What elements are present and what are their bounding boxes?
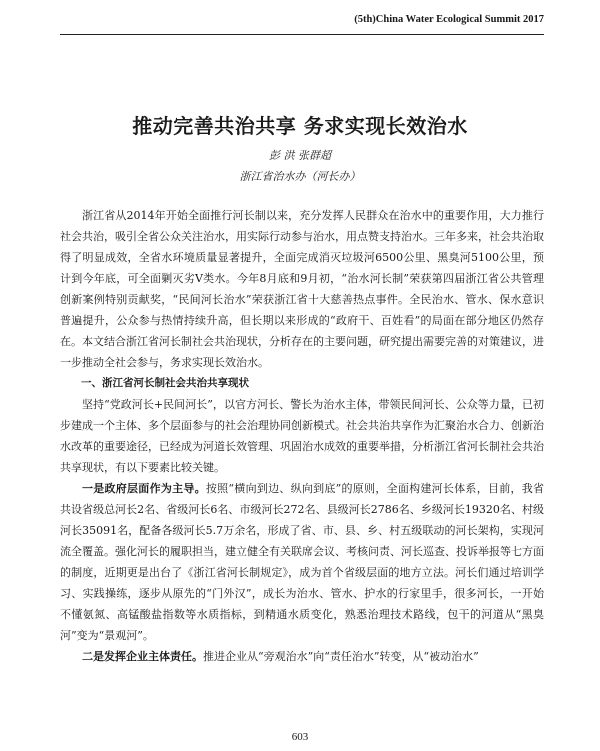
authors: 彭 洪 张群超 [269,149,331,162]
section-intro-paragraph: 坚持“党政河长+民间河长”，以官方河长、警长为治水主体，带领民间河长、公众等力量，已初步建成一个主体、多个层面参与的社会治理协同创新模式。社会共治共享作为汇聚治水合力、创新治水改革的重要途径，已经成为河道长效管理、巩固治水成效的重要举措，分析浙江省河长制社会共治共享现状，有以下要素比较关键。 [60,398,544,474]
page-number: 603 [291,731,309,743]
paragraph-body: 推进企业从“旁观治水”向“责任治水”转变，从“被动治水” [203,650,479,663]
paragraph-body: 按照“横向到边、纵向到底”的原则，全面构建河长体系，目前，我省共设省级总河长2名、省级河长6名、市级河长272名、县级河长2786名、乡级河长19320名、村级河长35091名，配备各级河长5.7万余名，形成了省、市、县、乡、村五级联动的河长架构，实现河流全覆盖。强化河长的履职担当，建立健全有关联席会议、考核问责、河长巡查、投诉举报等七方面的制度，近期更是出台了《浙江省河长制规定》，成为首个省级层面的地方立法。河长们通过培训学习、实践操练，逐步从原先的“门外汉”，成长为治水、管水、护水的行家里手，很多河长，一开始不懂氨氮、高锰酸盐指数等水质指标，到精通水质变化，熟悉治理技术路线，包干的河道从“黑臭河”变为“景观河”。 [60,482,545,642]
paragraph-lead: 二是发挥企业主体责任。 [82,650,203,663]
paper-title: 推动完善共治共享 务求实现长效治水 [132,114,468,138]
paragraph-government [60,478,544,646]
running-header: (5th)China Water Ecological Summit 2017 [354,14,544,25]
abstract-paragraph: 浙江省从2014年开始全面推行河长制以来，充分发挥人民群众在治水中的重要作用，大力推行社会共治，吸引全省公众关注治水，用实际行动参与治水，用点赞支持治水。三年多来，社会共治取得了明显成效，全省水环境质量显著提升，全面完成消灭垃圾河6500公里、黑臭河5100公里，预计到今年底，可全面剿灭劣V类水。今年8月底和9月初，“治水河长制”荣获第四届浙江省公共管理创新案例特别贡献奖，“民间河长治水”荣获浙江省十大慈善热点事件。全民治水、管水、保水意识普遍提升，公众参与热情持续升高，但长期以来形成的“政府干、百姓看”的局面在部分地区仍然存在。本文结合浙江省河长制社会共治现状，分析存在的主要问题，研究提出需要完善的对策建议，进一步推动全社会参与，务求实现长效治水。 [60,209,544,369]
body-text [60,205,544,667]
paragraph-lead: 一是政府层面作为主导。 [82,482,206,495]
header-rule [60,34,544,35]
section-heading: 一、浙江省河长制社会共治共享现状 [81,377,249,389]
affiliation: 浙江省治水办（河长办） [239,170,361,183]
paragraph-enterprise [60,646,544,667]
